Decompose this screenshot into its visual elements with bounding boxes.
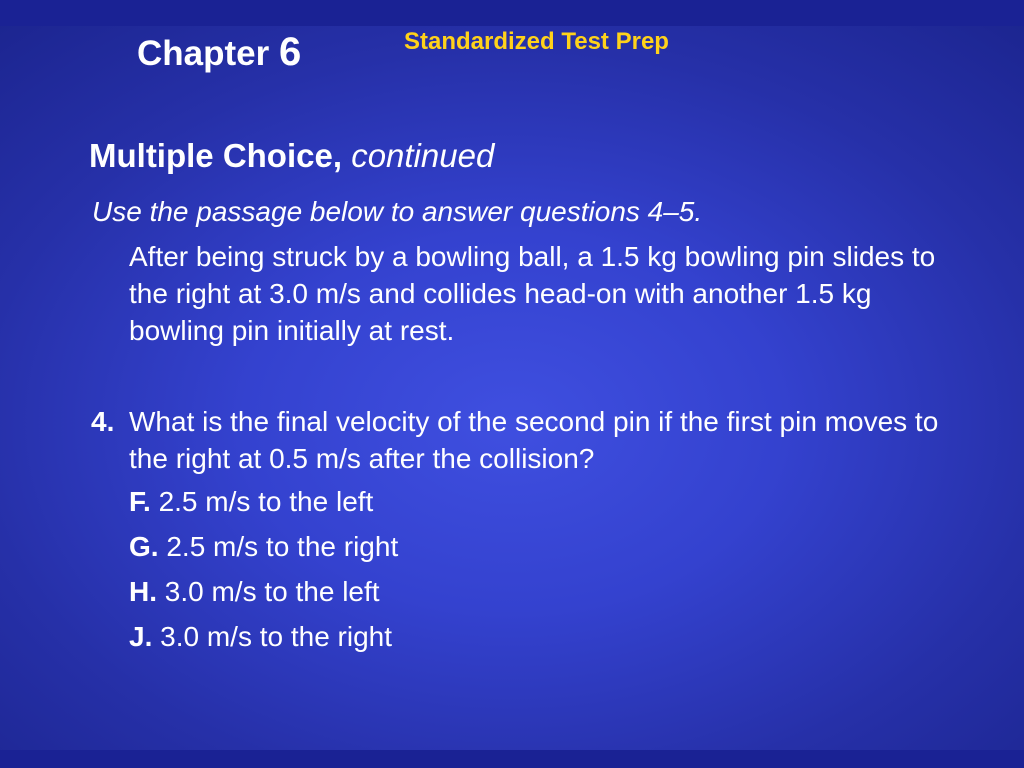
heading-italic-text: continued [351, 137, 495, 174]
heading-bold-text: Multiple Choice, [89, 137, 343, 174]
choice-h [129, 573, 398, 618]
choice-letter: H. [129, 576, 157, 607]
chapter-title [137, 30, 301, 76]
choice-f [129, 483, 398, 528]
section-title: Standardized Test Prep [404, 28, 669, 55]
choice-letter: F. [129, 486, 151, 517]
chapter-number: 6 [278, 30, 302, 74]
passage-text: After being struck by a bowling ball, a 1.5 kg bowling pin slides to the right at 3.0 m/s and collides head-on with another 1.5 kg bowling pin initially at rest. [129, 241, 936, 346]
choice-text: 2.5 m/s to the right [166, 531, 399, 562]
question-text: What is the final velocity of the second pin if the first pin moves to the right at 0.5 m/s after the collision? [129, 406, 939, 474]
choice-text: 3.0 m/s to the left [164, 576, 380, 607]
answer-choices [129, 483, 398, 663]
choice-g [129, 528, 398, 573]
question-number: 4. [91, 406, 115, 437]
choice-j [129, 618, 398, 663]
choice-letter: J. [129, 621, 153, 652]
choice-text: 2.5 m/s to the left [158, 486, 374, 517]
instruction-text: Use the passage below to answer questions 4–5. [92, 196, 703, 227]
chapter-label: Chapter [137, 34, 270, 73]
question-4 [91, 403, 951, 477]
multiple-choice-heading [89, 136, 494, 176]
choice-letter: G. [129, 531, 159, 562]
choice-text: 3.0 m/s to the right [160, 621, 393, 652]
top-band [0, 0, 1024, 26]
bottom-band [0, 750, 1024, 768]
